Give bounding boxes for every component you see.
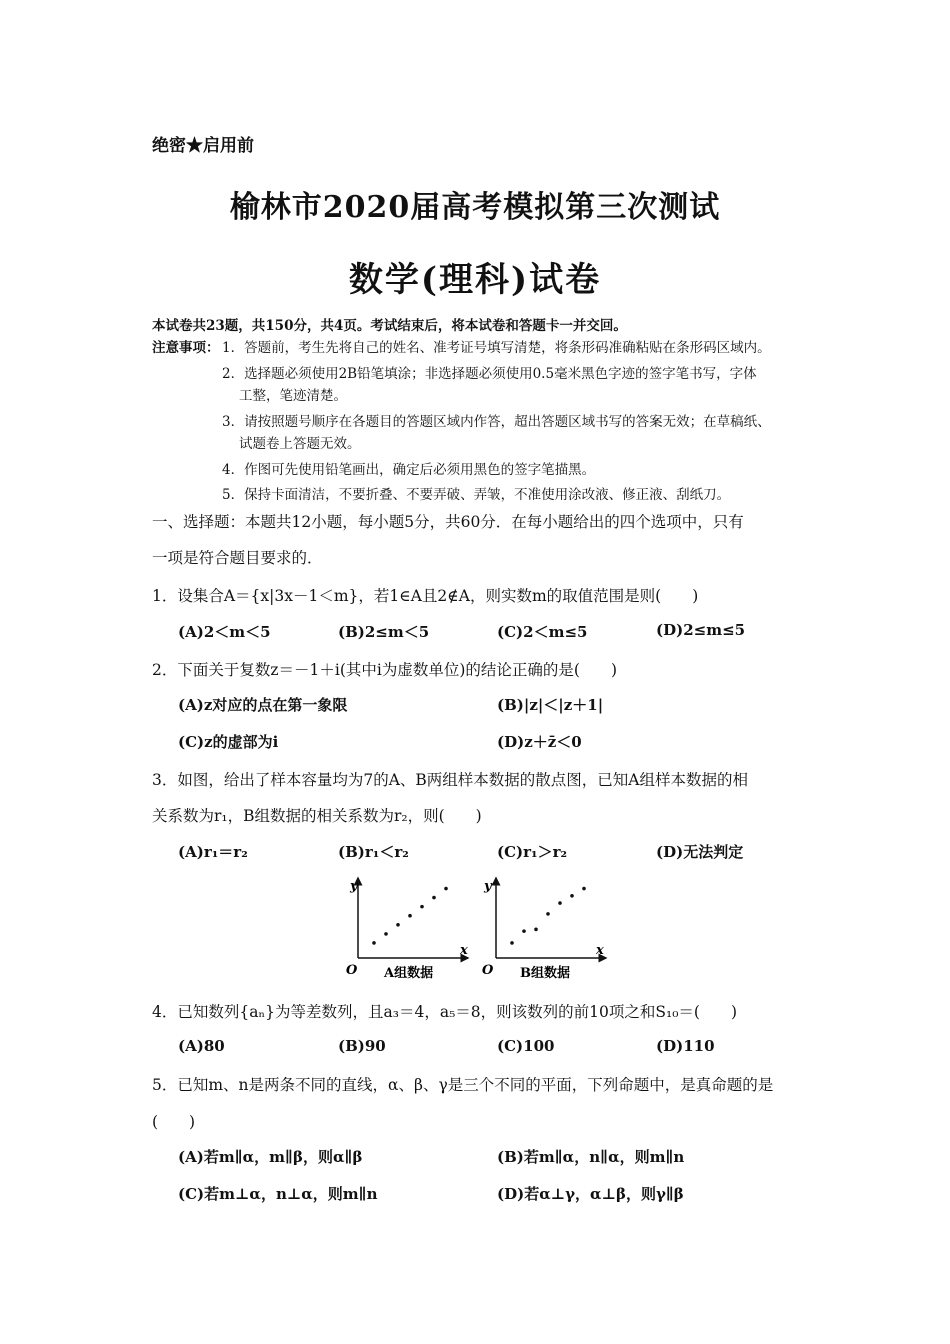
section-heading: 一、选择题：本题共12小题，每小题5分，共60分．在每小题给出的四个选项中，只有 xyxy=(152,513,744,531)
scatter-plot-a xyxy=(340,870,480,982)
q1-stem: 1．设集合A＝{x|3x－1＜m}，若1∈A且2∉A，则实数m的取值范围是则( ) xyxy=(152,587,699,605)
scatter-point xyxy=(546,912,550,916)
q4-option-d: (D)110 xyxy=(656,1037,715,1055)
section-heading-cont: 一项是符合题目要求的． xyxy=(152,549,323,567)
q4-stem: 4．已知数列{aₙ}为等差数列，且a₃＝4，a₅＝8，则该数列的前10项之和S₁₀＝( ) xyxy=(152,1003,738,1021)
q1-option-c: (C)2＜m≤5 xyxy=(497,623,588,641)
q3-stem: 3．如图，给出了样本容量均为7的A、B两组样本数据的散点图，已知A组样本数据的相 xyxy=(152,771,749,789)
scatter-point xyxy=(444,887,448,891)
scatter-point xyxy=(408,914,412,918)
note-item: 5．保持卡面清洁，不要折叠、不要弄破、弄皱，不准使用涂改液、修正液、刮纸刀。 xyxy=(222,487,731,503)
x-axis-label: x xyxy=(460,943,468,958)
scatter-plot-b xyxy=(478,870,618,982)
scatter-point xyxy=(510,941,514,945)
scatter-point xyxy=(582,887,586,891)
q3-option-c: (C)r₁＞r₂ xyxy=(497,843,568,861)
q3-stem-cont: 关系数为r₁，B组数据的相关系数为r₂，则( ) xyxy=(152,807,482,825)
plot-caption: B组数据 xyxy=(520,966,570,981)
scatter-point xyxy=(384,932,388,936)
scatter-plot-b-svg xyxy=(478,870,618,982)
note-item: 2．选择题必须使用2B铅笔填涂；非选择题必须使用0.5毫米黑色字迹的签字笔书写，字体 xyxy=(222,366,757,382)
note-item: 工整，笔迹清楚。 xyxy=(239,388,347,404)
scatter-point xyxy=(534,928,538,932)
q2-option-b: (B)|z|＜|z＋1| xyxy=(497,696,604,714)
notes-label: 注意事项： xyxy=(152,340,220,356)
q4-option-b: (B)90 xyxy=(338,1037,386,1055)
scatter-point xyxy=(396,923,400,927)
q3-option-d: (D)无法判定 xyxy=(656,843,744,861)
note-item: 试题卷上答题无效。 xyxy=(239,436,361,452)
q4-option-a: (A)80 xyxy=(178,1037,225,1055)
exam-subtitle: 数学(理科)试卷 xyxy=(348,260,602,300)
q2-option-d: (D)z＋z̄＜0 xyxy=(497,733,582,751)
intro-text: 本试卷共23题，共150分，共4页。考试结束后，将本试卷和答题卡一并交回。 xyxy=(152,318,627,334)
scatter-point xyxy=(372,941,376,945)
q4-option-c: (C)100 xyxy=(497,1037,555,1055)
q2-option-c: (C)z的虚部为i xyxy=(178,733,279,751)
q5-option-b: (B)若m∥α，n∥α，则m∥n xyxy=(497,1148,685,1166)
scatter-point xyxy=(570,894,574,898)
origin-label: O xyxy=(482,963,494,978)
scatter-point xyxy=(522,929,526,933)
q3-option-a: (A)r₁＝r₂ xyxy=(178,843,248,861)
q1-option-a: (A)2＜m＜5 xyxy=(178,623,271,641)
note-item: 1．答题前，考生先将自己的姓名、准考证号填写清楚，将条形码准确粘贴在条形码区域内。 xyxy=(222,340,771,356)
note-item: 4．作图可先使用铅笔画出，确定后必须用黑色的签字笔描黑。 xyxy=(222,462,596,478)
scatter-points xyxy=(510,887,586,945)
q2-stem: 2．下面关于复数z＝－1＋i(其中i为虚数单位)的结论正确的是( ) xyxy=(152,661,617,679)
scatter-point xyxy=(558,901,562,905)
q1-option-d: (D)2≤m≤5 xyxy=(656,621,746,639)
y-axis-label: y xyxy=(350,879,358,894)
note-item: 3．请按照题号顺序在各题目的答题区域内作答，超出答题区域书写的答案无效；在草稿纸、 xyxy=(222,414,771,430)
q5-stem-cont: ( ) xyxy=(152,1113,196,1131)
scatter-plot-a-svg xyxy=(340,870,480,982)
origin-label: O xyxy=(346,963,358,978)
scatter-point xyxy=(432,896,436,900)
q1-option-b: (B)2≤m＜5 xyxy=(338,623,430,641)
scatter-point xyxy=(420,905,424,909)
q5-option-c: (C)若m⊥α，n⊥α，则m∥n xyxy=(178,1185,378,1203)
q5-option-a: (A)若m∥α，m∥β，则α∥β xyxy=(178,1148,363,1166)
plot-caption: A组数据 xyxy=(384,966,434,981)
x-axis-label: x xyxy=(596,943,604,958)
q5-option-d: (D)若α⊥γ，α⊥β，则γ∥β xyxy=(497,1185,684,1203)
y-axis-label: y xyxy=(484,879,492,894)
exam-title: 榆林市2020届高考模拟第三次测试 xyxy=(229,190,721,225)
confidential-mark: 绝密★启用前 xyxy=(152,136,254,156)
scatter-points xyxy=(372,887,448,945)
q5-stem: 5．已知m、n是两条不同的直线，α、β、γ是三个不同的平面，下列命题中，是真命题的是 xyxy=(152,1076,774,1094)
q3-option-b: (B)r₁＜r₂ xyxy=(338,843,409,861)
q2-option-a: (A)z对应的点在第一象限 xyxy=(178,696,348,714)
